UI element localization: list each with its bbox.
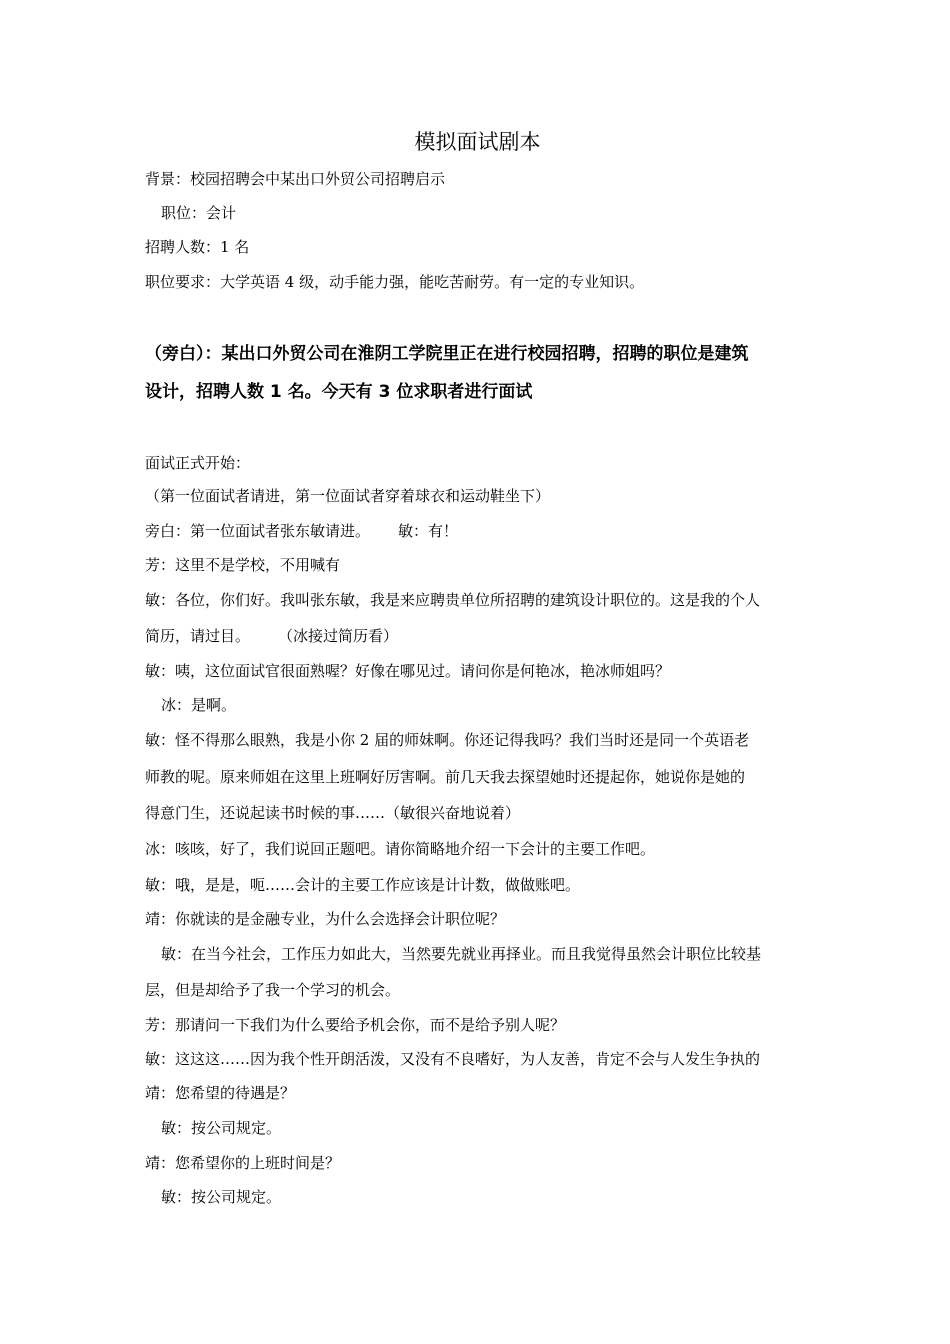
dialogue-line: 得意门生，还说起读书时候的事……（敏很兴奋地说着）	[145, 804, 521, 822]
dialogue-line: （第一位面试者请进，第一位面试者穿着球衣和运动鞋坐下）	[145, 487, 551, 505]
position-line: 职位：会计	[161, 204, 237, 222]
dialogue-line: 敏：按公司规定。	[161, 1119, 282, 1137]
dialogue-line: 敏：在当今社会，工作压力如此大，当然要先就业再择业。而且我觉得虽然会计职位比较基	[161, 945, 762, 963]
narration-line-1: （旁白）：某出口外贸公司在淮阴工学院里正在进行校园招聘，招聘的职位是建筑	[145, 344, 749, 364]
headcount-line: 招聘人数：1 名	[145, 238, 250, 256]
page-title: 模拟面试剧本	[414, 130, 541, 154]
dialogue-line: 敏：各位，你们好。我叫张东敏，我是来应聘贵单位所招聘的建筑设计职位的。这是我的个人	[145, 591, 761, 609]
background-line: 背景：校园招聘会中某出口外贸公司招聘启示	[145, 170, 446, 188]
dialogue-segment: 简历，请过目。	[145, 627, 251, 645]
dialogue-line: 层，但是却给予了我一个学习的机会。	[145, 981, 401, 999]
dialogue-segment: （冰接过简历看）	[278, 627, 399, 645]
dialogue-segment: 旁白：第一位面试者张东敏请进。	[145, 522, 371, 540]
dialogue-line: 靖：您希望你的上班时间是？	[145, 1154, 341, 1172]
dialogue-line: 敏：按公司规定。	[161, 1188, 282, 1206]
dialogue-line	[145, 625, 398, 647]
dialogue-line: 靖：你就读的是金融专业，为什么会选择会计职位呢？	[145, 910, 506, 928]
dialogue-line: 冰：是啊。	[161, 696, 237, 714]
dialogue-line: 面试正式开始：	[145, 454, 251, 472]
dialogue-line: 芳：这里不是学校，不用喊有	[145, 556, 341, 574]
dialogue-line: 芳：那请问一下我们为什么要给予机会你，而不是给予别人呢？	[145, 1016, 566, 1034]
dialogue-line: 敏：这这这……因为我个性开朗活泼，又没有不良嗜好，为人友善，肯定不会与人发生争执的	[145, 1050, 761, 1068]
dialogue-segment: 敏：有！	[398, 522, 459, 540]
dialogue-line: 冰：咳咳，好了，我们说回正题吧。请你简略地介绍一下会计的主要工作吧。	[145, 840, 656, 858]
requirement-line: 职位要求：大学英语 4 级，动手能力强，能吃苦耐劳。有一定的专业知识。	[145, 273, 645, 291]
narration-line-2: 设计，招聘人数 1 名。今天有 3 位求职者进行面试	[145, 382, 533, 402]
dialogue-line: 敏：怪不得那么眼熟，我是小你 2 届的师妹啊。你还记得我吗？我们当时还是同一个英语老	[145, 731, 750, 749]
dialogue-line: 敏：哦，是是，呃……会计的主要工作应该是计计数，做做账吧。	[145, 876, 581, 894]
dialogue-line	[145, 520, 458, 542]
dialogue-line: 师教的呢。原来师姐在这里上班啊好厉害啊。前几天我去探望她时还提起你，她说你是她的	[145, 768, 746, 786]
dialogue-line: 靖：您希望的待遇是？	[145, 1084, 296, 1102]
dialogue-line: 敏：咦，这位面试官很面熟喔？好像在哪见过。请问你是何艳冰，艳冰师姐吗？	[145, 662, 671, 680]
